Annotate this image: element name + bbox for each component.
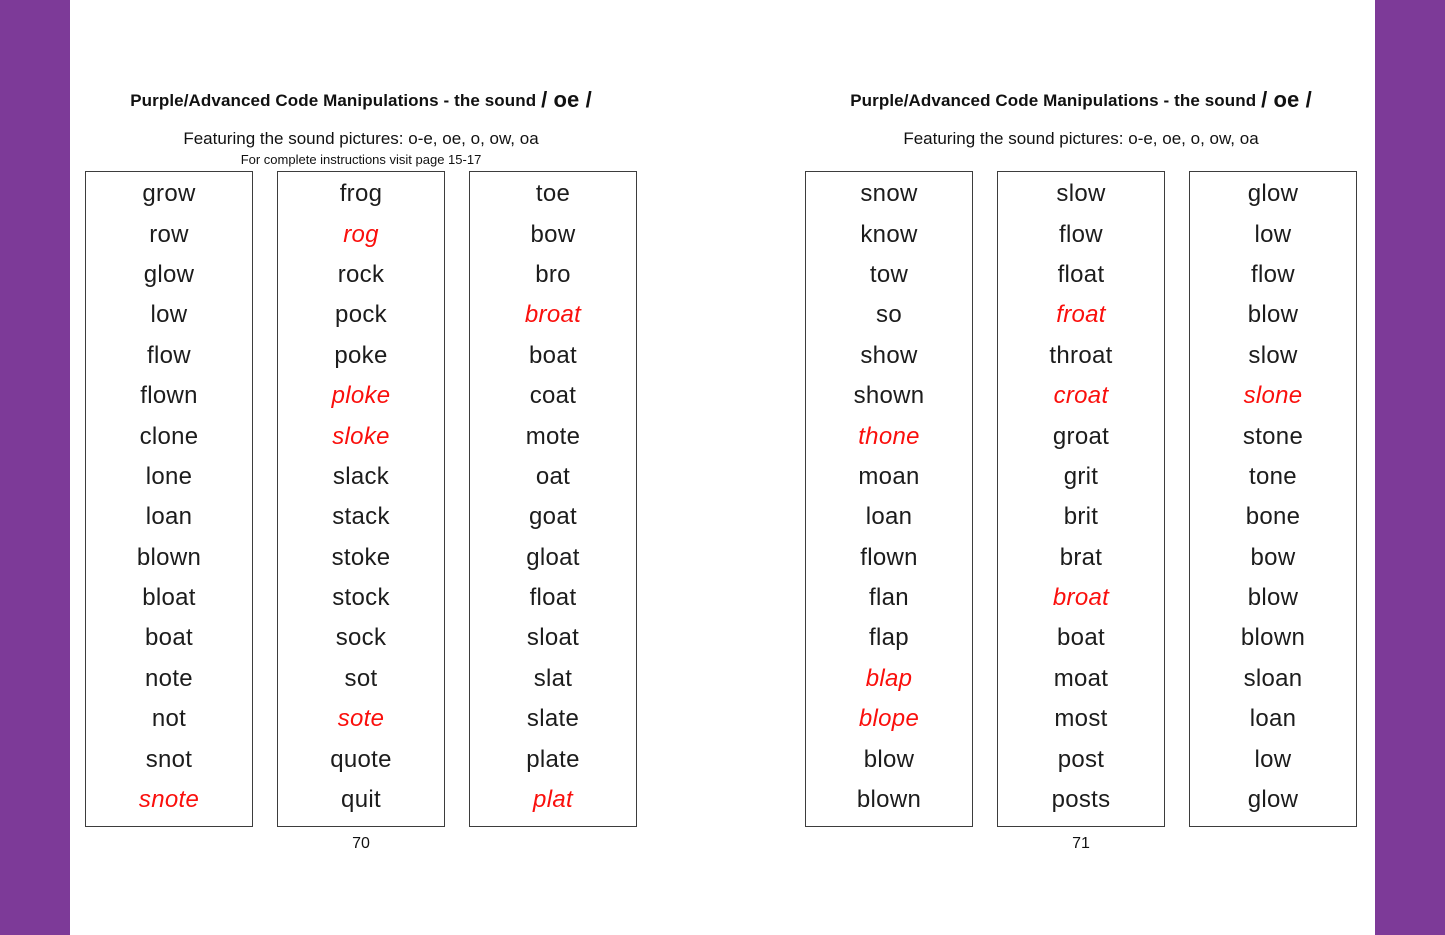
- word: bloat: [142, 584, 196, 612]
- word: bro: [535, 260, 571, 288]
- word: glow: [1247, 786, 1299, 814]
- word: flown: [860, 543, 918, 571]
- word: flap: [869, 624, 909, 652]
- word: not: [151, 705, 187, 733]
- word: flown: [140, 382, 198, 410]
- nonsense-word: sote: [337, 705, 385, 733]
- word: sloat: [526, 624, 580, 652]
- word: oat: [535, 462, 571, 490]
- word: lone: [145, 462, 193, 490]
- page-title-sound: / oe /: [1261, 87, 1312, 112]
- word: row: [149, 220, 189, 248]
- word: shown: [853, 382, 925, 410]
- word: coat: [529, 382, 577, 410]
- word: brat: [1059, 543, 1103, 571]
- page-title: [805, 87, 1357, 113]
- word: brit: [1063, 503, 1099, 531]
- word: tone: [1249, 462, 1297, 490]
- word: pock: [335, 301, 387, 329]
- word: groat: [1052, 422, 1110, 450]
- word: slack: [332, 462, 390, 490]
- word: flan: [869, 584, 909, 612]
- word-list-box: [85, 171, 253, 827]
- word: slow: [1056, 180, 1106, 208]
- word: boat: [1057, 624, 1105, 652]
- word: flow: [147, 341, 191, 369]
- nonsense-word: broat: [524, 301, 582, 329]
- page-title-sound: / oe /: [541, 87, 592, 112]
- word-list-columns: [805, 171, 1357, 827]
- word: boat: [145, 624, 193, 652]
- page-title-text: Purple/Advanced Code Manipulations - the sound: [130, 91, 537, 110]
- word: know: [860, 220, 918, 248]
- word-list-box: [805, 171, 973, 827]
- word-list-box: [1189, 171, 1357, 827]
- word: sot: [344, 664, 378, 692]
- word: blown: [1240, 624, 1306, 652]
- word: loan: [1249, 705, 1297, 733]
- word: stone: [1242, 422, 1304, 450]
- word: grit: [1063, 462, 1099, 490]
- nonsense-word: rog: [343, 220, 379, 248]
- word: moat: [1053, 664, 1109, 692]
- word: quote: [330, 745, 392, 773]
- word-list-box: [469, 171, 637, 827]
- word: flow: [1251, 260, 1295, 288]
- nonsense-word: ploke: [331, 382, 391, 410]
- word: loan: [145, 503, 193, 531]
- left-purple-margin-bar: [0, 0, 70, 935]
- page-71: [790, 0, 1375, 935]
- nonsense-word: croat: [1053, 382, 1109, 410]
- word: slate: [526, 705, 580, 733]
- word: boat: [529, 341, 577, 369]
- nonsense-word: froat: [1056, 301, 1106, 329]
- word-list-box: [997, 171, 1165, 827]
- word: bow: [1250, 543, 1296, 571]
- nonsense-word: blope: [858, 705, 920, 733]
- nonsense-word: blap: [865, 664, 913, 692]
- word: mote: [525, 422, 581, 450]
- word: snow: [860, 180, 918, 208]
- word: stock: [332, 584, 390, 612]
- word: sock: [335, 624, 387, 652]
- right-purple-margin-bar: [1375, 0, 1445, 935]
- word: slat: [533, 664, 573, 692]
- word: plate: [526, 745, 580, 773]
- word: most: [1054, 705, 1108, 733]
- word: stack: [332, 503, 390, 531]
- word: throat: [1049, 341, 1113, 369]
- word: float: [529, 584, 577, 612]
- word: snot: [145, 745, 193, 773]
- word: tow: [869, 260, 909, 288]
- word: slow: [1248, 341, 1298, 369]
- word: frog: [339, 180, 383, 208]
- word: flow: [1059, 220, 1103, 248]
- word: show: [860, 341, 918, 369]
- page-title: [85, 87, 637, 113]
- word: blown: [856, 786, 922, 814]
- nonsense-word: slone: [1243, 382, 1303, 410]
- word: rock: [337, 260, 385, 288]
- word: loan: [865, 503, 913, 531]
- word: goat: [529, 503, 577, 531]
- page-subtitle: Featuring the sound pictures: o-e, oe, o, ow, oa: [183, 129, 539, 148]
- page-instructions: For complete instructions visit page 15-17: [240, 152, 482, 167]
- word: glow: [143, 260, 195, 288]
- word: clone: [139, 422, 199, 450]
- nonsense-word: broat: [1052, 584, 1110, 612]
- nonsense-word: thone: [858, 422, 920, 450]
- nonsense-word: snote: [138, 786, 200, 814]
- word: low: [1254, 220, 1292, 248]
- nonsense-word: sloke: [332, 422, 390, 450]
- word-list-columns: [85, 171, 637, 827]
- word: grow: [142, 180, 196, 208]
- nonsense-word: plat: [533, 786, 573, 814]
- word: sloan: [1243, 664, 1303, 692]
- word: blow: [1247, 301, 1299, 329]
- word: low: [150, 301, 188, 329]
- word: note: [145, 664, 193, 692]
- word: moan: [858, 462, 920, 490]
- word: stoke: [331, 543, 391, 571]
- word: gloat: [526, 543, 580, 571]
- word: toe: [535, 180, 571, 208]
- word: poke: [334, 341, 388, 369]
- word: bone: [1245, 503, 1301, 531]
- page-title-text: Purple/Advanced Code Manipulations - the sound: [850, 91, 1257, 110]
- word: post: [1057, 745, 1105, 773]
- word: float: [1057, 260, 1105, 288]
- page-70: [70, 0, 690, 935]
- word: blown: [136, 543, 202, 571]
- word: blow: [863, 745, 915, 773]
- word-list-box: [277, 171, 445, 827]
- word: glow: [1247, 180, 1299, 208]
- word: bow: [530, 220, 576, 248]
- page-number: 70: [352, 835, 370, 852]
- word: quit: [341, 786, 381, 814]
- page-subtitle: Featuring the sound pictures: o-e, oe, o, ow, oa: [903, 129, 1259, 148]
- word: posts: [1051, 786, 1111, 814]
- word: so: [876, 301, 902, 329]
- word: blow: [1247, 584, 1299, 612]
- word: low: [1254, 745, 1292, 773]
- page-number: 71: [1072, 835, 1090, 852]
